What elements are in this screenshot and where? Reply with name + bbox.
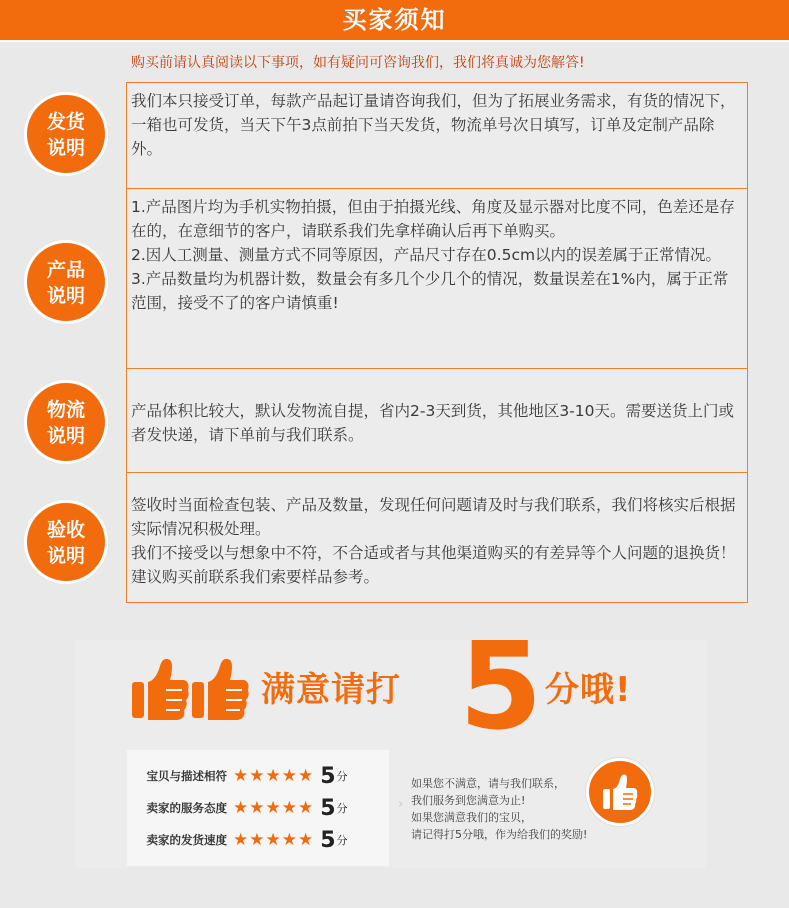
thumbs-up-icon	[130, 652, 250, 724]
rating-label: 宝贝与描述相符	[146, 769, 227, 783]
thumbs-up-icon	[589, 761, 651, 823]
section-logistics	[126, 368, 748, 473]
chevron-right-icon: ›	[398, 797, 404, 812]
section-paragraph: 产品体积比较大，默认发物流自提，省内2-3天到货，其他地区3-10天。需要送货上门或者发快递，请下单前与我们联系。	[131, 402, 734, 444]
notice-text: 购买前请认真阅读以下事项，如有疑问可咨询我们，我们将真诚为您解答!	[131, 55, 585, 71]
badge-line: 验收	[46, 519, 85, 541]
rating-row	[127, 794, 348, 822]
score-unit: 分	[336, 834, 348, 847]
promise-line: 如果您满意我们的宝贝，	[411, 811, 532, 824]
section-paragraph: 签收时当面检查包装、产品及数量，发现任何问题请及时与我们联系，我们将核实后根据实际情况积极处理。	[131, 496, 736, 538]
promise-line: 我们服务到您满意为止!	[411, 794, 526, 807]
section-acceptance	[126, 472, 748, 603]
badge-line: 说明	[46, 285, 85, 307]
promise-line: 请记得打5分哦，作为给我们的奖励!	[411, 828, 588, 841]
section-paragraph: 1.产品图片均为手机实物拍摄，但由于拍摄光线、角度及显示器对比度不同，色差还是存在的，在意细节的客户，请联系我们先拿样确认后再下单购买。	[131, 198, 735, 240]
badge-line: 说明	[46, 545, 85, 567]
star-rating: ★★★★★	[233, 830, 315, 850]
badge-product	[24, 240, 108, 324]
slogan-right: 分哦!	[545, 670, 632, 710]
badge-shipping	[24, 92, 108, 176]
slogan-number: 5	[459, 618, 543, 757]
star-rating: ★★★★★	[233, 766, 315, 786]
badge-line: 说明	[46, 137, 85, 159]
badge-line: 物流	[46, 399, 85, 421]
promise-text	[411, 775, 591, 843]
thumbs-up-badge	[586, 758, 654, 826]
section-paragraph: 我们不接受以与想象中不符，不合适或者与其他渠道购买的有差异等个人问题的退换货！建议购买前联系我们索要样品参考。	[131, 544, 736, 586]
rating-row	[127, 826, 348, 854]
rating-label: 卖家的服务态度	[146, 801, 227, 815]
score-unit: 分	[336, 770, 348, 783]
badge-line: 说明	[46, 425, 85, 447]
rating-row	[127, 762, 348, 790]
promise-line: 如果您不满意，请与我们联系，	[411, 777, 565, 790]
rating-panel	[75, 618, 706, 868]
section-shipping	[126, 82, 748, 189]
ratings-box	[127, 750, 389, 866]
section-paragraph: 3.产品数量均为机器计数，数量会有多几个少几个的情况，数量误差在1%内，属于正常范围，接受不了的客户请慎重!	[131, 270, 729, 312]
score-number: 5	[320, 795, 336, 821]
section-paragraph: 我们本只接受订单，每款产品起订量请咨询我们，但为了拓展业务需求，有货的情况下，一箱也可发货，当天下午3点前拍下当天发货，物流单号次日填写，订单及定制产品除外。	[131, 92, 736, 158]
badge-line: 产品	[46, 259, 85, 281]
score-unit: 分	[336, 802, 348, 815]
section-paragraph: 2.因人工测量、测量方式不同等原因，产品尺寸存在0.5cm以内的误差属于正常情况。	[131, 246, 722, 264]
score-number: 5	[320, 763, 336, 789]
star-rating: ★★★★★	[233, 798, 315, 818]
rating-label: 卖家的发货速度	[146, 833, 227, 847]
badge-logistics	[24, 380, 108, 464]
badge-acceptance	[24, 500, 108, 584]
slogan-left: 满意请打	[261, 670, 401, 710]
score-number: 5	[320, 827, 336, 853]
section-product	[126, 188, 748, 369]
badge-line: 发货	[46, 111, 85, 133]
page-title: 买家须知	[342, 6, 447, 34]
